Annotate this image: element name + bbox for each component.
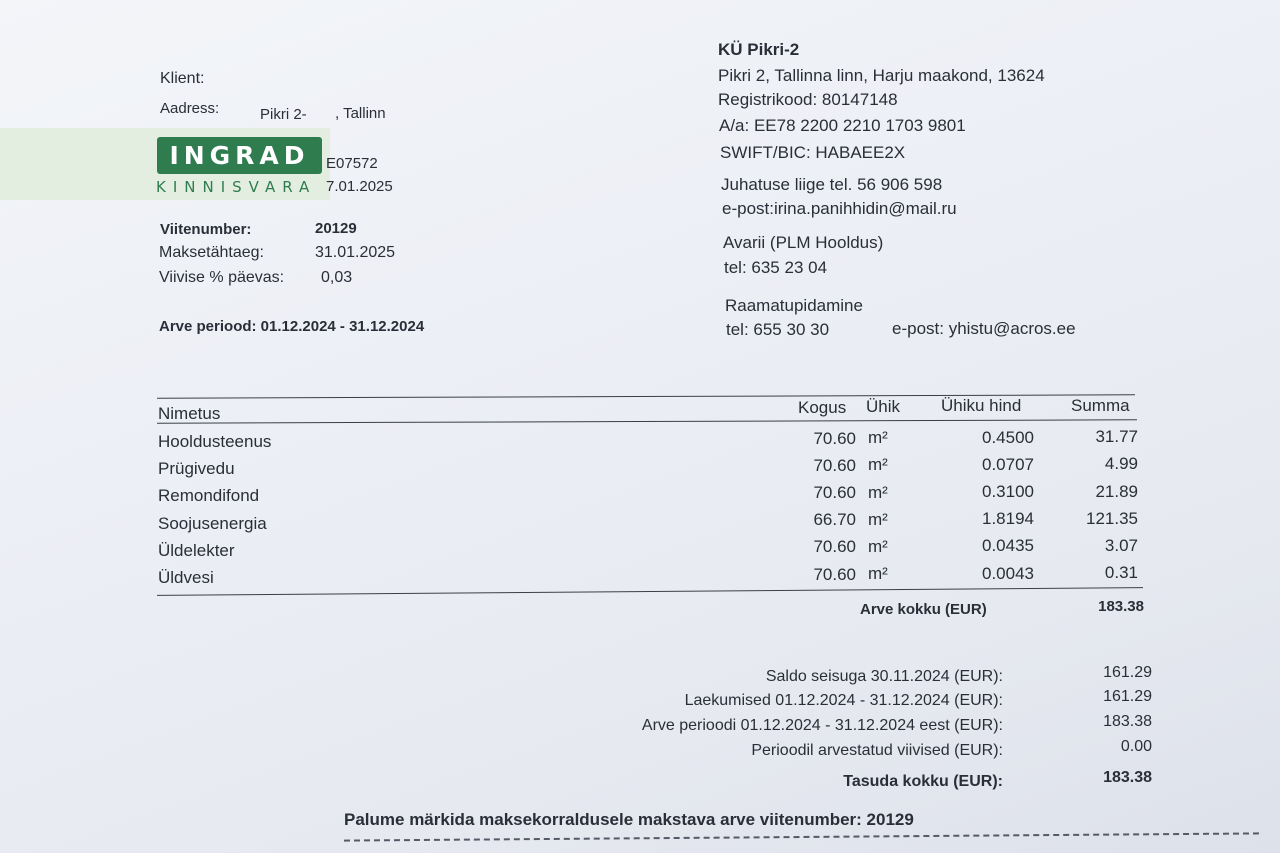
row-name: Hooldusteenus <box>158 432 272 451</box>
ingrad-logo: INGRAD <box>157 137 322 174</box>
header-uhiku-hind: Ühiku hind <box>941 396 1022 415</box>
association-regcode: Registrikood: 80147148 <box>718 90 898 109</box>
footer-note: Palume märkida maksekorraldusele makstava arve viitenumber: 20129 <box>344 810 914 829</box>
accounting-phone: tel: 655 30 30 <box>726 320 830 339</box>
row-uhik: m² <box>868 564 888 584</box>
emergency-service: Avarii (PLM Hooldus) <box>723 233 884 252</box>
summary-value: 0.00 <box>1120 738 1152 755</box>
row-kogus: 70.60 <box>813 564 856 584</box>
date-fragment: 7.01.2025 <box>326 178 393 195</box>
row-name: Üldelekter <box>158 540 235 560</box>
table-header-rule <box>157 419 1137 423</box>
emergency-phone: tel: 635 23 04 <box>724 258 828 277</box>
board-email: e-post:irina.panihhidin@mail.ru <box>722 199 957 218</box>
board-phone: Juhatuse liige tel. 56 906 598 <box>721 175 943 194</box>
row-uhiku-hind: 0.0043 <box>982 563 1034 583</box>
row-kogus: 70.60 <box>813 537 856 557</box>
viitenumber-value: 20129 <box>315 220 357 237</box>
header-kogus: Kogus <box>798 398 847 417</box>
association-address: Pikri 2, Tallinna linn, Harju maakond, 13624 <box>718 66 1045 85</box>
row-uhik: m² <box>868 536 888 556</box>
association-name: KÜ Pikri-2 <box>718 40 800 59</box>
accounting-label: Raamatupidamine <box>725 296 863 315</box>
client-label: Klient: <box>160 70 205 87</box>
row-name: Soojusenergia <box>158 513 267 533</box>
row-uhik: m² <box>868 428 888 448</box>
row-name: Üldvesi <box>158 568 214 587</box>
summary-label: Perioodil arvestatud viivised (EUR): <box>751 742 1003 759</box>
row-uhik: m² <box>868 482 888 502</box>
row-uhiku-hind: 0.3100 <box>982 482 1034 501</box>
summary-value: 161.29 <box>1103 664 1152 681</box>
address-city: , Tallinn <box>335 105 386 122</box>
viivis-value: 0,03 <box>321 269 353 286</box>
summary-value: 183.38 <box>1103 769 1152 786</box>
table-bottom-rule <box>157 587 1143 596</box>
row-summa: 3.07 <box>1104 535 1138 555</box>
summary-value: 183.38 <box>1103 713 1152 730</box>
row-name: Remondifond <box>158 486 260 506</box>
row-summa: 0.31 <box>1104 563 1138 583</box>
row-uhik: m² <box>868 509 888 529</box>
ingrad-logo-subtitle: KINNISVARA <box>156 178 317 196</box>
row-uhiku-hind: 0.4500 <box>982 427 1034 447</box>
maksetahtaeg-label: Maksetähtaeg: <box>159 244 264 261</box>
row-kogus: 70.60 <box>813 428 856 448</box>
accounting-email: e-post: yhistu@acros.ee <box>892 319 1076 338</box>
row-uhik: m² <box>868 455 888 475</box>
row-kogus: 70.60 <box>813 482 856 502</box>
cut-line <box>344 832 1259 841</box>
header-uhik: Ühik <box>866 397 901 416</box>
viitenumber-label: Viitenumber: <box>160 221 252 238</box>
row-uhiku-hind: 0.0435 <box>982 536 1034 556</box>
row-kogus: 66.70 <box>813 510 856 530</box>
summary-value: 161.29 <box>1103 688 1152 705</box>
summary-label: Saldo seisuga 30.11.2024 (EUR): <box>765 668 1003 685</box>
address-value: Pikri 2- <box>260 106 307 123</box>
row-name: Prügivedu <box>158 459 235 479</box>
invoice-period: Arve periood: 01.12.2024 - 31.12.2024 <box>159 318 425 335</box>
row-summa: 31.77 <box>1095 427 1138 447</box>
row-summa: 21.89 <box>1095 481 1138 501</box>
association-account: A/a: EE78 2200 2210 1703 9801 <box>719 116 966 135</box>
row-summa: 121.35 <box>1086 508 1138 528</box>
reference-fragment: E07572 <box>326 155 378 172</box>
maksetahtaeg-value: 31.01.2025 <box>315 244 396 261</box>
invoice-total-value: 183.38 <box>1098 598 1144 615</box>
row-kogus: 70.60 <box>813 455 856 475</box>
viivis-label: Viivise % päevas: <box>159 269 285 286</box>
summary-label: Laekumised 01.12.2024 - 31.12.2024 (EUR): <box>684 692 1003 709</box>
address-label: Aadress: <box>160 100 220 117</box>
header-nimetus: Nimetus <box>158 404 221 423</box>
row-uhiku-hind: 0.0707 <box>982 454 1034 474</box>
summary-label: Tasuda kokku (EUR): <box>843 773 1003 790</box>
row-summa: 4.99 <box>1104 454 1138 474</box>
association-swift: SWIFT/BIC: HABAEE2X <box>720 143 906 162</box>
header-summa: Summa <box>1071 396 1130 415</box>
row-uhiku-hind: 1.8194 <box>982 509 1034 529</box>
summary-label: Arve perioodi 01.12.2024 - 31.12.2024 eest (EUR): <box>641 717 1003 734</box>
invoice-total-label: Arve kokku (EUR) <box>860 601 987 618</box>
